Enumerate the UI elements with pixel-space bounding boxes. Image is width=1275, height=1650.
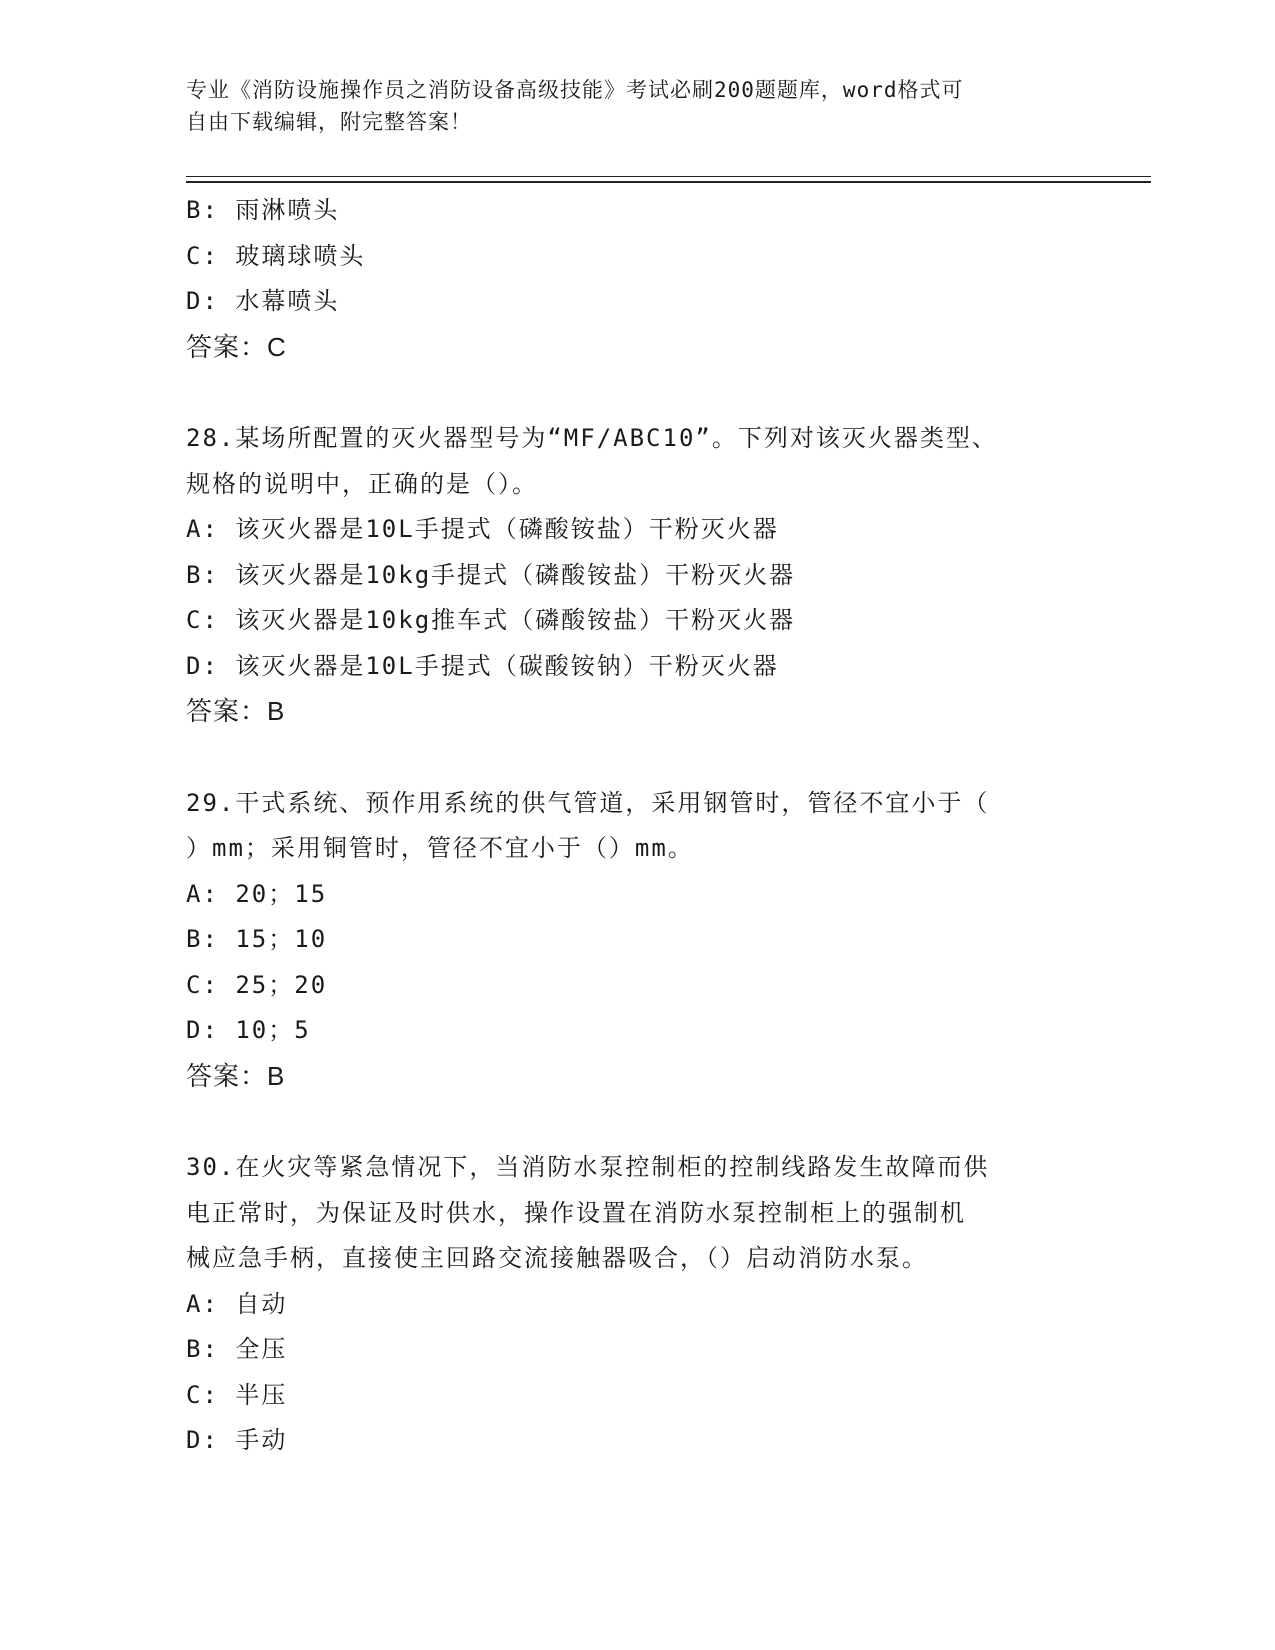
question-text-line: 29.干式系统、预作用系统的供气管道，采用钢管时，管径不宜小于（ <box>186 788 990 817</box>
option-b: B: 雨淋喷头 <box>186 196 340 224</box>
option-a: A: 自动 <box>186 1289 288 1318</box>
option-b: B: 15；10 <box>186 925 328 953</box>
option-c: C: 25；20 <box>186 970 328 999</box>
question-27-continued <box>186 188 1086 370</box>
option-a: A: 该灭火器是10L手提式（磷酸铵盐）干粉灭火器 <box>186 515 779 543</box>
question-text-line: 电正常时，为保证及时供水，操作设置在消防水泵控制柜上的强制机 <box>186 1198 966 1227</box>
option-c: C: 玻璃球喷头 <box>186 241 366 270</box>
option-d: D: 该灭火器是10L手提式（碳酸铵钠）干粉灭火器 <box>186 651 779 680</box>
option-d: D: 10；5 <box>186 1016 311 1044</box>
option-d: D: 水幕喷头 <box>186 287 340 315</box>
option-c: C: 该灭火器是10kg推车式（磷酸铵盐）干粉灭火器 <box>186 606 796 634</box>
question-list <box>186 188 1086 1464</box>
question-text-line: 30.在火灾等紧急情况下，当消防水泵控制柜的控制线路发生故障而供 <box>186 1153 990 1181</box>
option-c: C: 半压 <box>186 1380 288 1409</box>
question-29 <box>186 781 1086 1100</box>
option-b: B: 全压 <box>186 1335 288 1363</box>
header-line-1: 专业《消防设施操作员之消防设备高级技能》考试必刷200题题库，word格式可 <box>186 78 964 102</box>
answer-line: 答案：B <box>186 696 286 726</box>
spacer <box>186 370 1086 416</box>
option-b: B: 该灭火器是10kg手提式（磷酸铵盐）干粉灭火器 <box>186 560 796 589</box>
header-rule-thick <box>186 181 1151 183</box>
question-28 <box>186 416 1086 735</box>
question-text-line: 28.某场所配置的灭火器型号为“MF/ABC10”。下列对该灭火器类型、 <box>186 424 998 452</box>
answer-line: 答案：B <box>186 1060 286 1091</box>
option-d: D: 手动 <box>186 1426 288 1454</box>
option-a: A: 20；15 <box>186 879 328 908</box>
question-30 <box>186 1145 1086 1464</box>
answer-line: 答案：C <box>186 331 287 362</box>
spacer <box>186 1099 1086 1145</box>
question-text-line: ）mm；采用铜管时，管径不宜小于（）mm。 <box>186 834 694 862</box>
document-header <box>186 74 1066 138</box>
spacer <box>186 735 1086 781</box>
header-line-2: 自由下载编辑，附完整答案！ <box>186 110 472 134</box>
header-rule-thin <box>186 176 1151 177</box>
question-text-line: 械应急手柄，直接使主回路交流接触器吸合，（）启动消防水泵。 <box>186 1244 928 1272</box>
question-text-line: 规格的说明中，正确的是（）。 <box>186 469 538 498</box>
